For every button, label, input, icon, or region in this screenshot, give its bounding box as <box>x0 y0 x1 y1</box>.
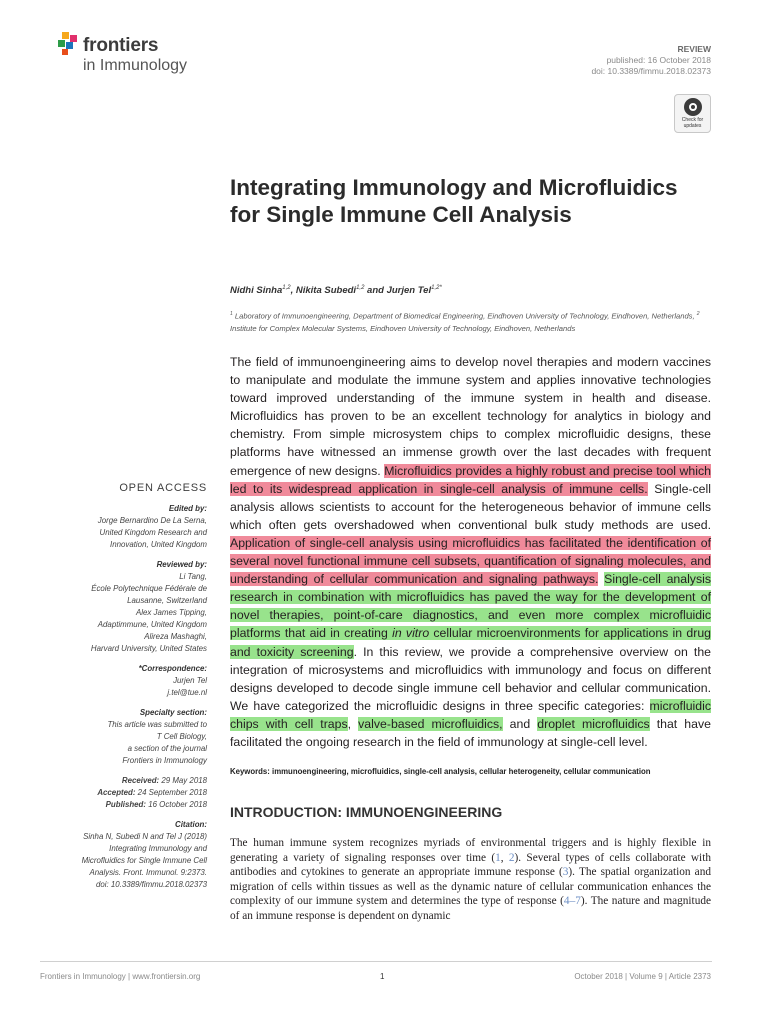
editor-info: Jorge Bernardino De La Serna, United Kingdom Research and Innovation, United Kingdom <box>97 516 207 549</box>
reference-link[interactable]: 2 <box>508 851 515 864</box>
highlight-red: Application of single-cell analysis using microfluidics has facilitated the identification of several novel functional immune cell subsets, quantification of signaling molecules, and understanding of cellular communication and signaling pathways. <box>230 535 711 587</box>
specialty-section-label: Specialty section: <box>139 708 207 717</box>
footer-journal[interactable]: Frontiers in Immunology | www.frontiersin.org <box>40 972 201 981</box>
article-title: Integrating Immunology and Microfluidics for Single Immune Cell Analysis <box>230 175 678 227</box>
keywords: Keywords: immunoengineering, microfluidics, single-cell analysis, cellular heterogeneity, cellular communication <box>230 767 651 776</box>
received-date: Received: 29 May 2018 <box>121 776 207 785</box>
highlight-green: droplet microfluidics <box>537 716 650 731</box>
author-name[interactable]: Nikita Subedi <box>295 285 357 297</box>
author-name[interactable]: Jurjen Tel <box>386 285 432 297</box>
article-info-sidebar <box>40 482 207 891</box>
highlight-green: valve-based microfluidics, <box>358 716 503 731</box>
affiliations: $^1$ Laboratory of Immunoengineering, Department of Biomedical Engineering, Eindhoven University of Technology, Eindhoven, Netherlands, $^2$ Institute for Complex Molecular Systems, Eindhoven University of Technology, Eindhoven, Netherlands <box>230 311 700 333</box>
edited-by-label: Edited by: <box>168 504 207 513</box>
reference-link[interactable]: 4–7 <box>563 895 581 908</box>
doi: doi: 10.3389/fimmu.2018.02373 <box>591 66 711 76</box>
logo-line1: frontiers <box>83 35 159 56</box>
citation-label: Citation: <box>175 820 207 829</box>
frontiers-logo-icon <box>56 32 80 56</box>
published-date: published: 16 October 2018 <box>606 55 711 65</box>
citation-info: Sinha N, Subedi N and Tel J (2018) Integrating Immunology and Microfluidics for Single Immune Cell Analysis. Front. Immunol. 9:2373. doi: 10.3389/fimmu.2018.02373 <box>81 832 207 889</box>
highlight-red: Microfluidics provides a highly robust and precise tool which led to its widespread application in single-cell analysis of immune cells. <box>230 463 711 496</box>
check-updates-label: Check for updates <box>681 117 704 129</box>
check-updates-icon <box>684 98 702 116</box>
section-heading: INTRODUCTION: IMMUNOENGINEERING <box>230 804 503 820</box>
specialty-info: This article was submitted to T Cell Biology, a section of the journal Frontiers in Immunology <box>107 720 207 765</box>
email-link[interactable]: j.tel@tue.nl <box>167 688 207 697</box>
logo-line2: in Immunology <box>83 57 188 74</box>
reference-link[interactable]: 3 <box>562 866 569 879</box>
journal-logo <box>56 32 226 80</box>
correspondence-info: Jurjen Tel j.tel@tue.nl <box>40 675 207 699</box>
accepted-date: Accepted: 24 September 2018 <box>97 788 207 797</box>
highlight-green: microfluidic chips with cell traps <box>230 698 711 731</box>
correspondence-label: *Correspondence: <box>138 664 207 673</box>
intro-paragraph: The human immune system recognizes myriads of environmental triggers and is highly flexible in generating a variety of signaling responses over time (1, 2). Several types of cells collaborate with antibodies and cytokines to generate an appropriate immune response (3). The spatial organization and migration of cells within tissues as well as the dynamic nature of cellular communication enhances the complexity of our immune system and determines the type of response (4–7). The nature and magnitude of an immune response is dependent on dynamic <box>230 837 712 922</box>
reviewer-info: Li Tang, École Polytechnique Fédérale de Lausanne, Switzerland Alex James Tipping, Adaptimmune, United Kingdom Alireza Mashaghi, Harvard University, United States <box>90 572 207 653</box>
author-name[interactable]: Nidhi Sinha <box>230 285 283 297</box>
article-type: REVIEW <box>677 44 711 54</box>
reviewed-by-label: Reviewed by: <box>156 560 207 569</box>
author-list: Nidhi Sinha$^{1,2}$, Nikita Subedi$^{1,2}$ and Jurjen Tel$^{1,2*}$ <box>230 285 442 297</box>
abstract: The field of immunoengineering aims to develop novel therapies and modern vaccines to manipulate and modulate the immune system and applies innovative technologies toward improved understanding of the immune system in health and disease. Microfluidics has proven to be an excellent technology for analytics in biology and chemistry. From simple microsystem chips to complex microfluidic designs, these platforms have witnessed an immense growth over the last decades with frequent emergence of new designs. Microfluidics provides a highly robust and precise tool which led to its widespread application in single-cell analysis of immune cells. Single-cell analysis allows scientists to account for the heterogeneous behavior of immune cells which often gets overshadowed when conventional bulk study methods are used. Application of single-cell analysis using microfluidics has facilitated the identification of several novel functional immune cell subsets, quantification of signaling molecules, and understanding of cellular communication and signaling pathways. Single-cell analysis research in combination with microfluidics has paved the way for the development of novel therapies, point-of-care diagnostics, and even more complex microfluidic platforms that aid in creating in vitro cellular microenvironments for applications in drug and toxicity screening. In this review, we provide a comprehensive overview on the integration of microsystems and microfluidics with immunology and focus on different designs developed to decode single immune cell behavior and cellular communication. We have categorized the microfluidic designs in three specific categories: microfluidic chips with cell traps, valve-based microfluidics, and droplet microfluidics that have facilitated the ongoing research in the field of immunology at single-cell level. <box>230 355 712 749</box>
page-number: 1 <box>380 972 385 981</box>
open-access-label: OPEN ACCESS <box>119 482 207 494</box>
reference-link[interactable]: 1 <box>495 851 501 864</box>
footer-divider <box>40 961 712 962</box>
published-date-sidebar: Published: 16 October 2018 <box>105 800 207 809</box>
footer-issue: October 2018 | Volume 9 | Article 2373 <box>574 972 711 981</box>
check-for-updates-button[interactable] <box>674 94 711 133</box>
highlight-green: Single-cell analysis research in combination with microfluidics has paved the way for the development of novel therapies, point-of-care diagnostics, and even more complex microfluidic platforms that aid in creating in vitro cellular microenvironments for applications in drug and toxicity screening <box>230 572 712 659</box>
